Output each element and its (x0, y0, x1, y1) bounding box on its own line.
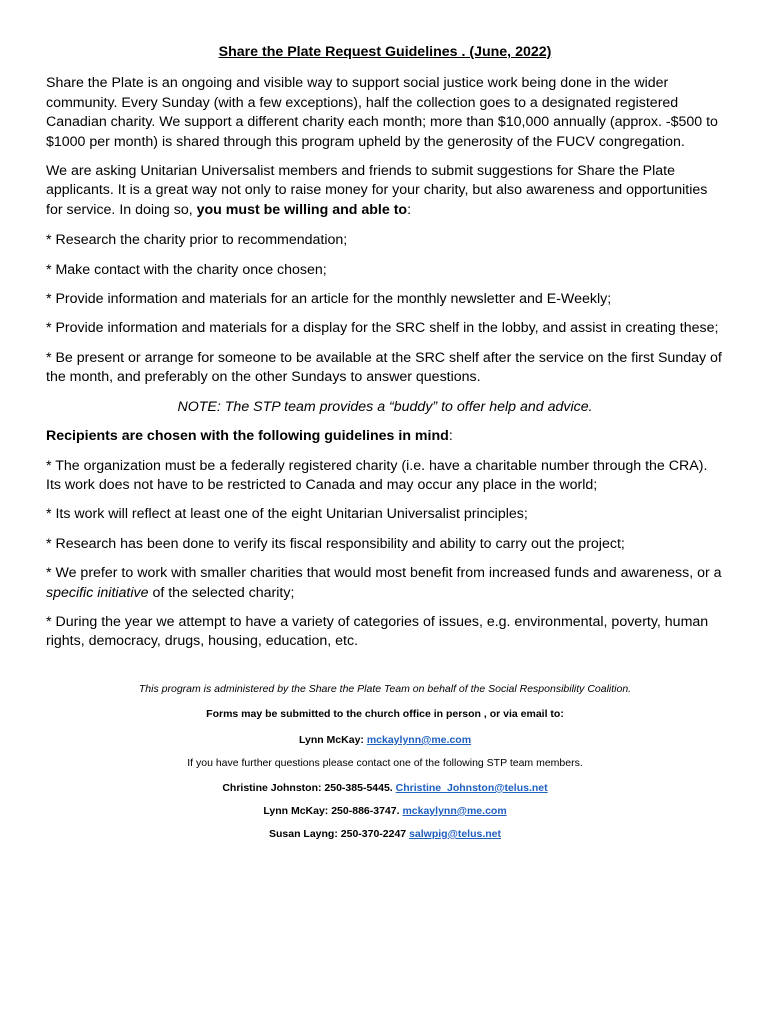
guideline-item: * Research has been done to verify its fiscal responsibility and ability to carry out the project; (46, 535, 625, 552)
primary-contact-email-link[interactable]: mckaylynn@me.com (366, 733, 472, 746)
administered-note: This program is administered by the Share the Plate Team on behalf of the Social Responsibility Coalition. (138, 682, 632, 695)
guideline-item: * The organization must be a federally registered charity (i.e. have a charitable number through the CRA). Its work does not have to be restricted to Canada and may occur any place in the world; (46, 457, 708, 493)
team-member (46, 827, 724, 841)
team-member-label: Christine Johnston: 250-385-5445. (222, 781, 396, 794)
guideline-4-start: * We prefer to work with smaller charities that would most benefit from increased funds and awareness, or a (46, 565, 722, 582)
guidelines-heading (46, 427, 724, 446)
guideline-4-italic: specific initiative (46, 584, 149, 601)
contact-footer (46, 682, 724, 841)
requirement-item: * Make contact with the charity once chosen; (46, 261, 327, 278)
guideline-item: * During the year we attempt to have a variety of categories of issues, e.g. environmental, poverty, human rights, democracy, drugs, housing, education, etc. (46, 613, 709, 650)
team-member (46, 781, 724, 795)
requirement-item: * Provide information and materials for an article for the monthly newsletter and E-Weekly; (46, 291, 612, 308)
questions-note: If you have further questions please contact one of the following STP team members. (187, 756, 583, 769)
primary-contact (46, 733, 724, 747)
team-member-email-link[interactable]: mckaylynn@me.com (402, 804, 507, 817)
intro-paragraph: Share the Plate is an ongoing and visible way to support social justice work being done in the wider community. Every Sunday (with a few exceptions), half the collection goes to a designated registered Canadian charity. We support a different charity each month; more than $10,000 annually (approx. -$500 to $1000 per month) is shared through this program upheld by the generosity of the FUCV congregation. (46, 75, 718, 150)
guidelines-heading-text: Recipients are chosen with the following guidelines in mind (46, 428, 449, 445)
team-member-label: Susan Layng: 250-370-2247 (269, 827, 410, 840)
ask-text: We are asking Unitarian Universalist members and friends to submit suggestions for Share the Plate applicants. It is a great way not only to raise money for your charity, but also awareness and opportunities for service. In doing so, (46, 163, 708, 218)
document-title: Share the Plate Request Guidelines . (June, 2022) (218, 44, 552, 60)
guideline-item: * Its work will reflect at least one of the eight Unitarian Universalist principles; (46, 506, 528, 523)
ask-paragraph (46, 162, 724, 220)
team-member-email-link[interactable]: Christine_Johnston@telus.net (395, 781, 548, 794)
primary-contact-name: Lynn McKay: (298, 733, 367, 746)
team-member-email-link[interactable]: salwpig@telus.net (409, 827, 501, 840)
guidelines-heading-end: : (448, 428, 453, 445)
guideline-4-end: of the selected charity; (148, 584, 295, 601)
requirement-item: * Be present or arrange for someone to be available at the SRC shelf after the service on the first Sunday of the month, and preferably on the other Sundays to answer questions. (46, 349, 722, 386)
ask-bold-text: you must be willing and able to (196, 201, 408, 218)
forms-note: Forms may be submitted to the church office in person , or via email to: (206, 707, 564, 720)
team-member-label: Lynn McKay: 250-886-3747. (263, 804, 403, 817)
requirement-item: * Research the charity prior to recommendation; (46, 232, 348, 249)
ask-end: : (407, 201, 412, 218)
guideline-item (46, 564, 724, 603)
buddy-note: NOTE: The STP team provides a “buddy” to offer help and advice. (177, 398, 593, 415)
requirement-item: * Provide information and materials for a display for the SRC shelf in the lobby, and assist in creating these; (46, 320, 719, 337)
team-member (46, 804, 724, 818)
